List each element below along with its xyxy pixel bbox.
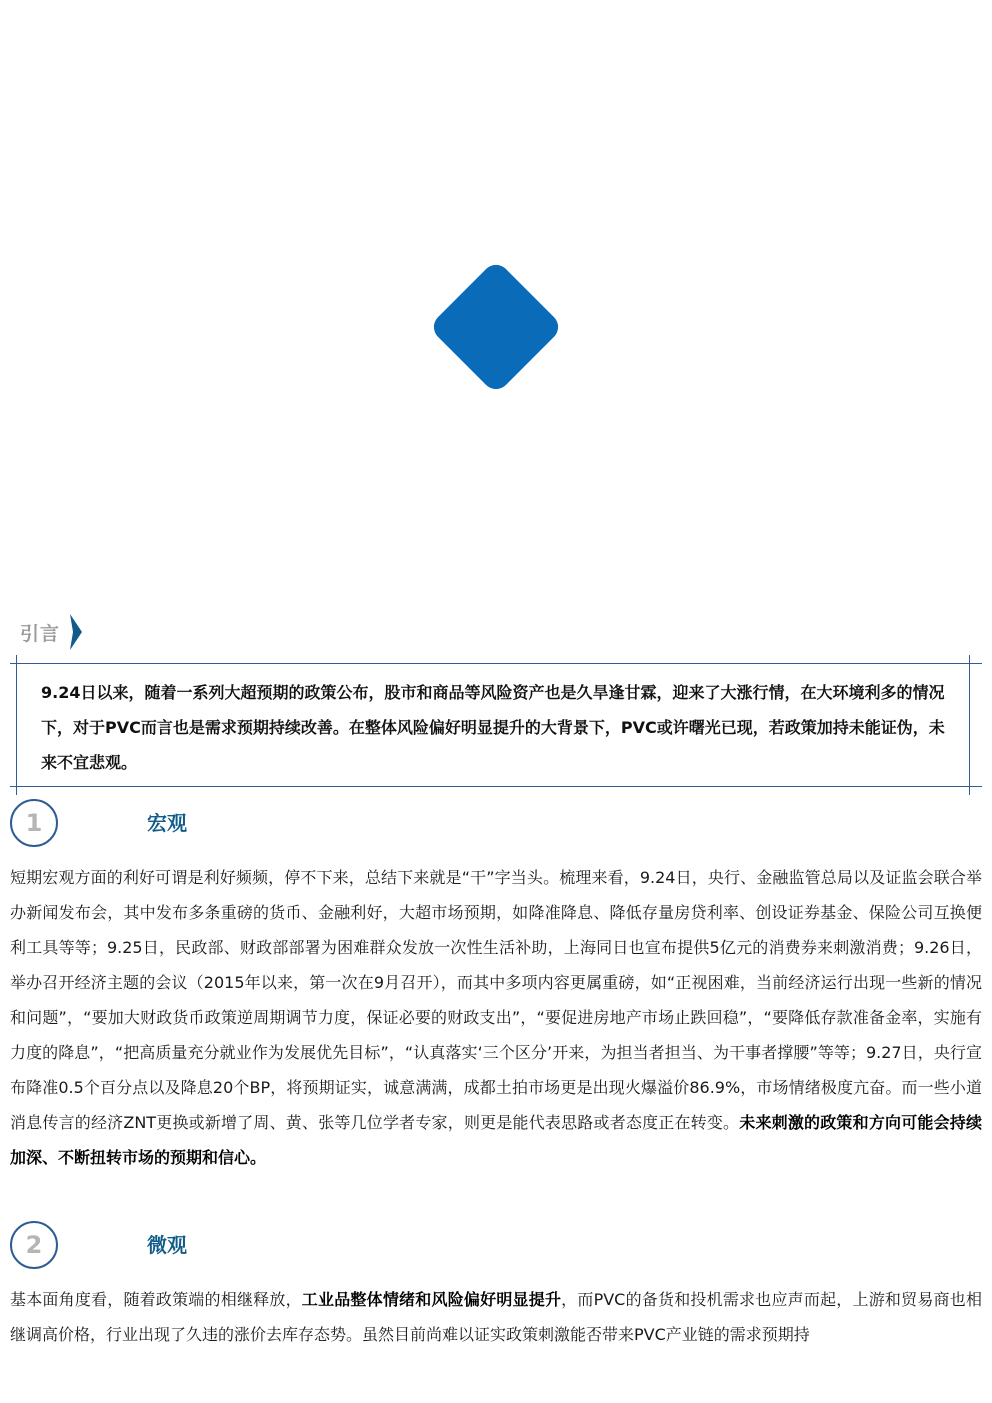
paragraph-text-continued: ，而PVC的备货和投机需求也应声而起，上游和贸易商也相继调高价格，行业出现了久违的涨价去库存态势。虽然目前尚难以证实政策刺激能否带来PVC产业链的需求预期持 [10,1290,982,1344]
section-header-micro [10,1221,187,1269]
intro-box-bottom-rule [10,786,982,787]
intro-summary: 9.24日以来，随着一系列大超预期的政策公布，股市和商品等风险资产也是久旱逢甘霖，迎来了大涨行情，在大环境利多的情况下，对于PVC而言也是需求预期持续改善。在整体风险偏好明显提升的大背景下，PVC或许曙光已现，若政策加持未能证伪，未来不宜悲观。 [41,683,945,772]
section-paragraph-macro [10,860,982,1175]
paragraph-text: 基本面角度看，随着政策端的相继释放， [10,1290,302,1309]
blue-diamond-logo-icon [424,255,568,399]
intro-box [10,663,982,787]
paragraph-bold-text: 工业品整体情绪和风险偏好明显提升 [301,1290,562,1309]
intro-box-left-rule [16,655,17,795]
chevron-right-icon [70,614,82,650]
paragraph-bold-text: 未来刺激的政策和方向可能会持续加深、不断扭转市场的预期和信心。 [10,1113,982,1167]
paragraph-text: 短期宏观方面的利好可谓是利好频频，停不下来，总结下来就是“干”字当头。梳理来看，9.24日，央行、金融监管总局以及证监会联合举办新闻发布会，其中发布多条重磅的货币、金融利好，大超市场预期，如降准降息、降低存量房贷利率、创设证券基金、保险公司互换便利工具等等；9.25日，民政部、财政部部署为困难群众发放一次性生活补助，上海同日也宣布提供5亿元的消费券来刺激消费；9.26日，举办召开经济主题的会议（2015年以来，第一次在9月召开），而其中多项内容更属重磅，如“正视困难，当前经济运行出现一些新的情况和问题”，“要加大财政货币政策逆周期调节力度，保证必要的财政支出”，“要促进房地产市场止跌回稳”，“要降低存款准备金率，实施有力度的降息”，“把高质量充分就业作为发展优先目标”，“认真落实‘三个区分’开来，为担当者担当、为干事者撑腰”等等；9.27日，央行宣布降准0.5个百分点以及降息20个BP，将预期证实，诚意满满，成都土拍市场更是出现火爆溢价86.9%，市场情绪极度亢奋。而一些小道消息传言的经济ZNT更换或新增了周、黄、张等几位学者专家，则更是能代表思路或者态度正在转变。 [10,868,982,1132]
intro-box-right-rule [969,655,970,795]
intro-box-top-rule [10,663,982,664]
section-header-macro [10,799,187,847]
section-number-badge: 1 [10,799,58,847]
section-title: 宏观 [147,811,187,835]
intro-tag-label: 引言 [20,622,61,645]
section-title: 微观 [147,1233,187,1257]
intro-tag [20,614,82,650]
section-number-badge: 2 [10,1221,58,1269]
section-paragraph-micro [10,1282,982,1352]
